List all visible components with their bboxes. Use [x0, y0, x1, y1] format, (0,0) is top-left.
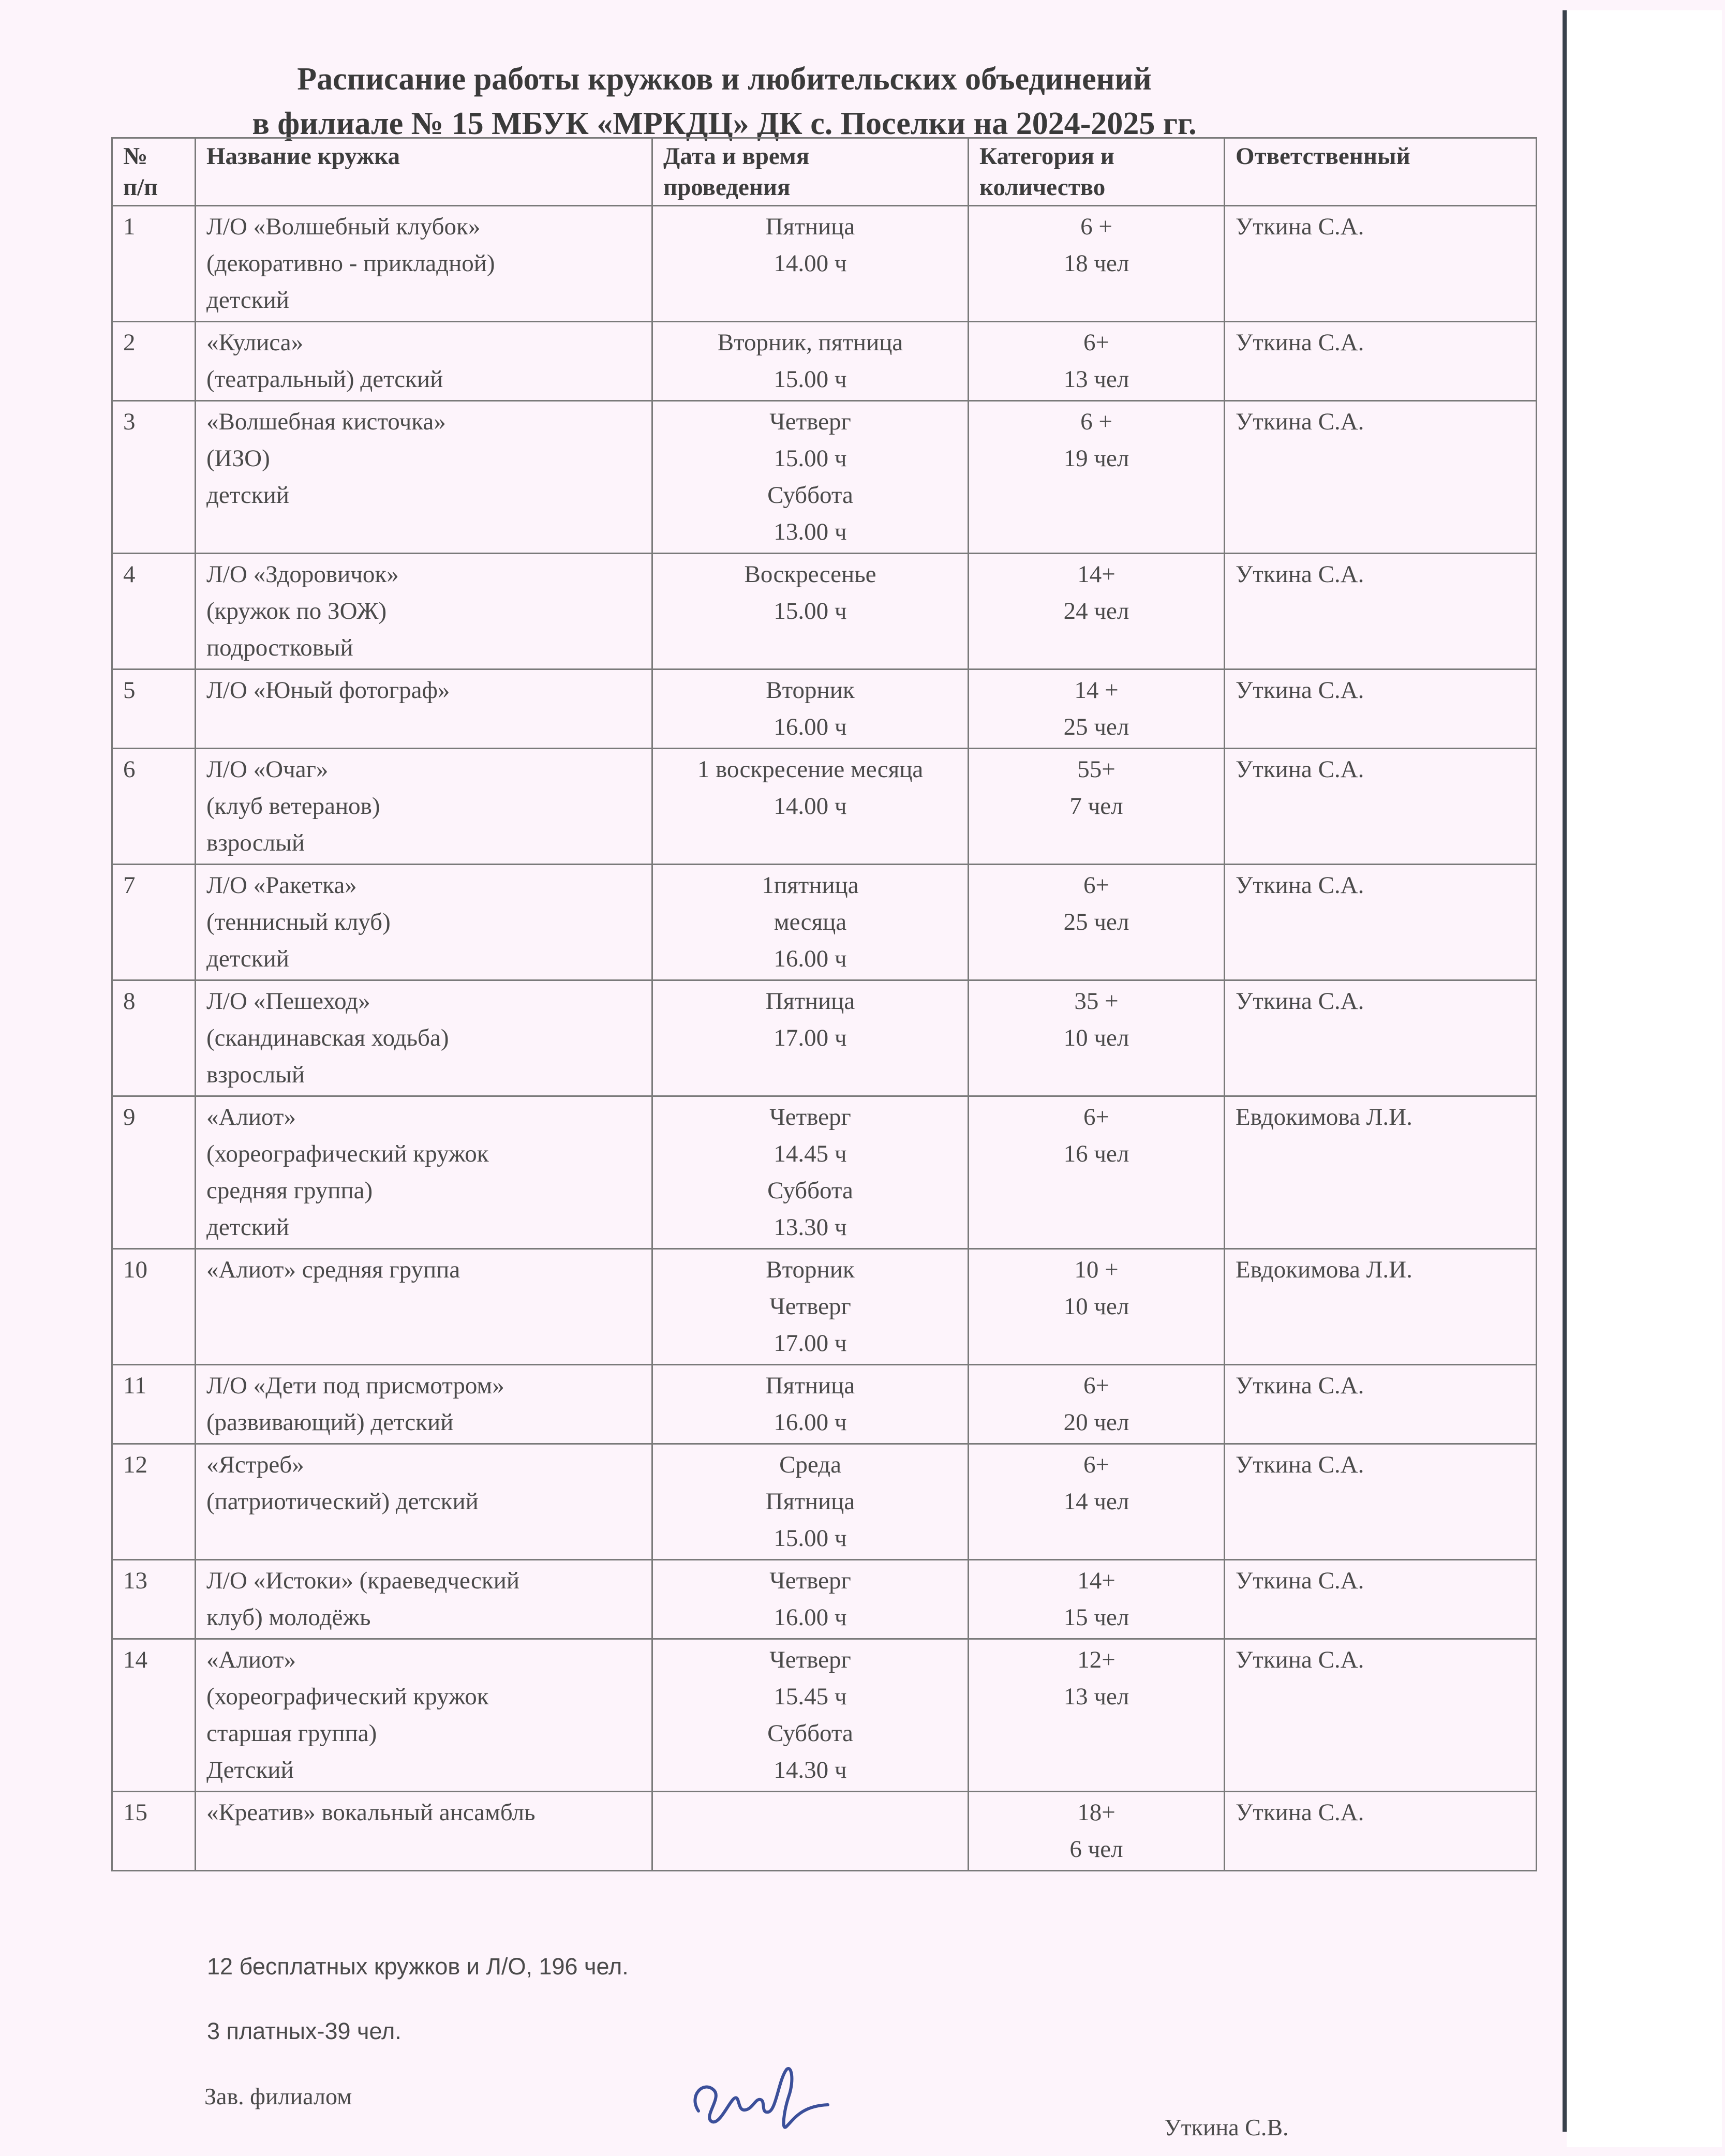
row-category: 14 + 25 чел [969, 670, 1225, 749]
table-row [112, 206, 1537, 322]
table-row [112, 980, 1537, 1096]
header-name: Название кружка [196, 138, 652, 206]
row-num: 12 [112, 1444, 196, 1560]
row-time: Пятница 14.00 ч [652, 206, 969, 322]
row-name: «Кулиса» (театральный) детский [196, 322, 652, 401]
row-time: Пятница 16.00 ч [652, 1365, 969, 1444]
table-row [112, 1365, 1537, 1444]
row-time: Четверг 15.45 ч Суббота 14.30 ч [652, 1639, 969, 1792]
row-time: 1 воскресение месяца 14.00 ч [652, 749, 969, 865]
row-category: 6+ 20 чел [969, 1365, 1225, 1444]
signer-title: Зав. филиалом [204, 2083, 352, 2109]
row-name: «Волшебная кисточка» (ИЗО) детский [196, 401, 652, 554]
scan-margin [1567, 10, 1722, 2147]
row-name: Л/О «Дети под присмотром» (развивающий) детский [196, 1365, 652, 1444]
row-category: 6 + 18 чел [969, 206, 1225, 322]
row-category: 6+ 14 чел [969, 1444, 1225, 1560]
row-name: «Алиот» средняя группа [196, 1249, 652, 1365]
row-time: Вторник Четверг 17.00 ч [652, 1249, 969, 1365]
row-name: Л/О «Ракетка» (теннисный клуб) детский [196, 865, 652, 980]
row-time: Вторник 16.00 ч [652, 670, 969, 749]
table-row [112, 1096, 1537, 1249]
table-row [112, 1639, 1537, 1792]
row-responsible: Уткина С.А. [1225, 554, 1537, 670]
row-time: 1пятница месяца 16.00 ч [652, 865, 969, 980]
row-category: 6 + 19 чел [969, 401, 1225, 554]
row-time: Среда Пятница 15.00 ч [652, 1444, 969, 1560]
row-category: 6+ 25 чел [969, 865, 1225, 980]
row-category: 6+ 16 чел [969, 1096, 1225, 1249]
header-responsible: Ответственный [1225, 138, 1537, 206]
row-responsible: Уткина С.А. [1225, 980, 1537, 1096]
row-num: 3 [112, 401, 196, 554]
table-header-row [112, 138, 1537, 206]
row-num: 6 [112, 749, 196, 865]
header-num: № п/п [112, 138, 196, 206]
title-line-1: Расписание работы кружков и любительских объединений [297, 62, 1152, 97]
table-row [112, 670, 1537, 749]
free-summary: 12 бесплатных кружков и Л/О, 196 чел. [207, 1953, 629, 1980]
row-category: 6+ 13 чел [969, 322, 1225, 401]
title-line-2: в филиале № 15 МБУК «МРКДЦ» ДК с. Поселки на 2024-2025 гг. [252, 106, 1197, 141]
paid-summary: 3 платных-39 чел. [207, 2018, 401, 2044]
row-num: 5 [112, 670, 196, 749]
row-num: 13 [112, 1560, 196, 1639]
row-name: Л/О «Очаг» (клуб ветеранов) взрослый [196, 749, 652, 865]
schedule-table [111, 137, 1537, 1871]
row-num: 1 [112, 206, 196, 322]
row-num: 9 [112, 1096, 196, 1249]
row-name: Л/О «Юный фотограф» [196, 670, 652, 749]
row-name: Л/О «Истоки» (краеведческий клуб) молодёжь [196, 1560, 652, 1639]
table-row [112, 554, 1537, 670]
row-time [652, 1792, 969, 1871]
row-name: «Ястреб» (патриотический) детский [196, 1444, 652, 1560]
table-row [112, 1444, 1537, 1560]
signer-name: Уткина С.В. [1164, 2114, 1289, 2140]
row-name: Л/О «Волшебный клубок» (декоративно - прикладной) детский [196, 206, 652, 322]
row-name: Л/О «Здоровичок» (кружок по ЗОЖ) подростковый [196, 554, 652, 670]
row-category: 14+ 24 чел [969, 554, 1225, 670]
handwritten-signature [683, 2049, 838, 2137]
document-title [103, 57, 1345, 146]
row-category: 35 + 10 чел [969, 980, 1225, 1096]
row-responsible: Евдокимова Л.И. [1225, 1096, 1537, 1249]
row-num: 8 [112, 980, 196, 1096]
row-category: 10 + 10 чел [969, 1249, 1225, 1365]
row-responsible: Уткина С.А. [1225, 670, 1537, 749]
row-num: 11 [112, 1365, 196, 1444]
row-responsible: Уткина С.А. [1225, 401, 1537, 554]
row-num: 10 [112, 1249, 196, 1365]
row-responsible: Евдокимова Л.И. [1225, 1249, 1537, 1365]
table-row [112, 1249, 1537, 1365]
row-responsible: Уткина С.А. [1225, 749, 1537, 865]
table-row [112, 401, 1537, 554]
row-num: 2 [112, 322, 196, 401]
row-time: Воскресенье 15.00 ч [652, 554, 969, 670]
row-category: 55+ 7 чел [969, 749, 1225, 865]
header-category: Категория и количество [969, 138, 1225, 206]
row-time: Четверг 15.00 ч Суббота 13.00 ч [652, 401, 969, 554]
table-row [112, 865, 1537, 980]
table-body [112, 206, 1537, 1871]
row-num: 4 [112, 554, 196, 670]
row-time: Пятница 17.00 ч [652, 980, 969, 1096]
row-name: «Креатив» вокальный ансамбль [196, 1792, 652, 1871]
row-responsible: Уткина С.А. [1225, 865, 1537, 980]
row-responsible: Уткина С.А. [1225, 1639, 1537, 1792]
row-num: 14 [112, 1639, 196, 1792]
row-num: 7 [112, 865, 196, 980]
row-category: 14+ 15 чел [969, 1560, 1225, 1639]
row-responsible: Уткина С.А. [1225, 322, 1537, 401]
row-time: Четверг 14.45 ч Суббота 13.30 ч [652, 1096, 969, 1249]
table-row [112, 749, 1537, 865]
row-time: Вторник, пятница 15.00 ч [652, 322, 969, 401]
row-responsible: Уткина С.А. [1225, 1365, 1537, 1444]
table-row [112, 1560, 1537, 1639]
row-name: «Алиот» (хореографический кружок средняя группа) детский [196, 1096, 652, 1249]
row-responsible: Уткина С.А. [1225, 206, 1537, 322]
row-responsible: Уткина С.А. [1225, 1560, 1537, 1639]
row-category: 12+ 13 чел [969, 1639, 1225, 1792]
row-time: Четверг 16.00 ч [652, 1560, 969, 1639]
table-row [112, 322, 1537, 401]
row-category: 18+ 6 чел [969, 1792, 1225, 1871]
row-responsible: Уткина С.А. [1225, 1444, 1537, 1560]
row-num: 15 [112, 1792, 196, 1871]
row-responsible: Уткина С.А. [1225, 1792, 1537, 1871]
table-row [112, 1792, 1537, 1871]
row-name: «Алиот» (хореографический кружок старшая группа) Детский [196, 1639, 652, 1792]
row-name: Л/О «Пешеход» (скандинавская ходьба) взрослый [196, 980, 652, 1096]
header-time: Дата и время проведения [652, 138, 969, 206]
scan-edge-shadow [1563, 10, 1567, 2132]
